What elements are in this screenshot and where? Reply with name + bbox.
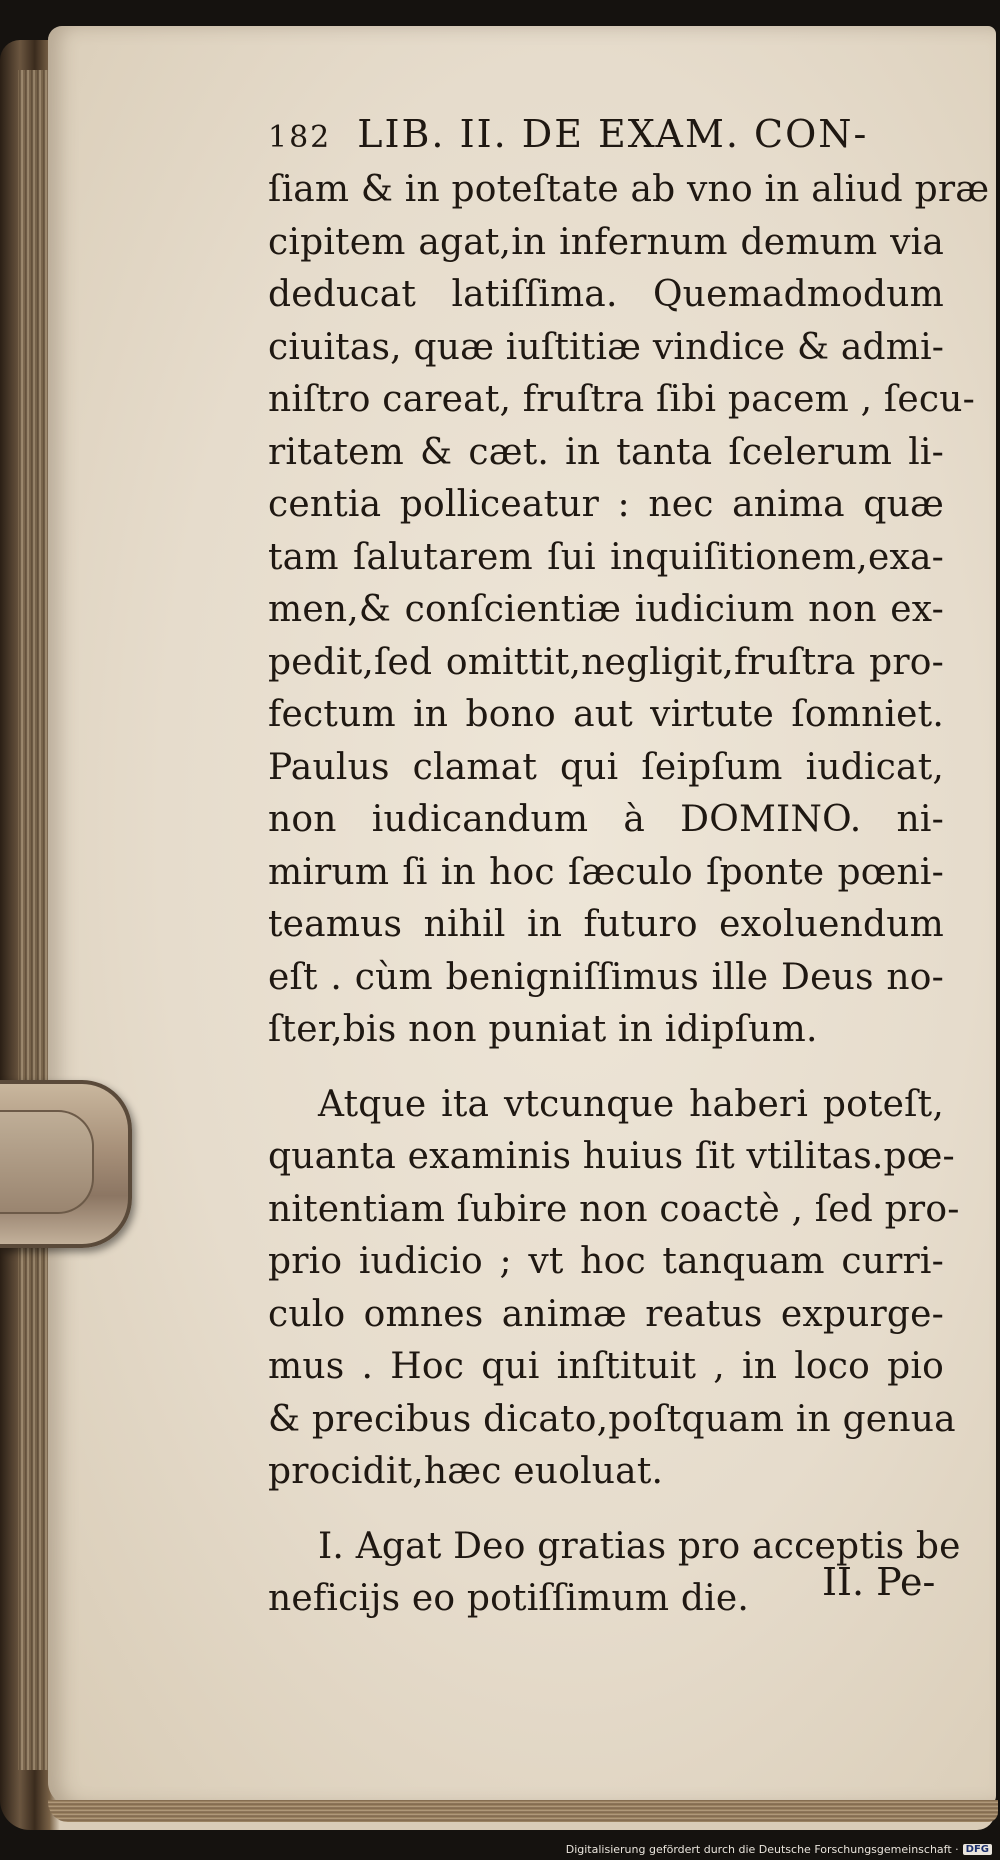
book-clasp	[0, 1080, 132, 1248]
text-line: Paulus clamat qui ſeipſum iudicat,	[268, 746, 944, 788]
clasp-loop	[0, 1110, 94, 1214]
text-line: ſiam & in poteſtate ab vno in aliud præ	[268, 169, 990, 210]
text-line: nitentiam ſubire non coactè , ſed pro-	[268, 1188, 960, 1230]
digitization-credit	[566, 1843, 992, 1856]
text-line: quanta examinis huius ſit vtilitas.pœ-	[268, 1136, 955, 1177]
text-line: ciuitas, quæ iuſtitiæ vindice & admi-	[268, 326, 945, 368]
text-line: mus . Hoc qui inſtituit , in loco pio	[268, 1346, 944, 1387]
text-line: centia polliceatur : nec anima quæ	[268, 484, 944, 525]
text-line: ſter,bis non puniat in idipſum.	[268, 1009, 818, 1050]
text-line: neficijs eo potiſſimum die.	[268, 1578, 749, 1619]
paragraph-gap	[268, 1057, 944, 1079]
page-number: 182	[268, 120, 332, 155]
text-line: pedit,ſed omittit,negligit,fruſtra pro-	[268, 641, 944, 683]
running-title: LIB. II. DE EXAM. CON-	[357, 112, 869, 156]
text-line: niſtro careat, fruſtra ſibi pacem , ſecu-	[268, 379, 976, 420]
text-line: culo omnes animæ reatus expurge-	[268, 1293, 944, 1335]
text-line: non iudicandum à DOMINO. ni-	[268, 799, 944, 840]
text-line: deducat latiſſima. Quemadmodum	[268, 274, 944, 315]
text-line: teamus nihil in futuro exoluendum	[268, 904, 944, 945]
catchword: II. Pe-	[822, 1560, 936, 1604]
text-line: & precibus dicato,poſtquam in genua	[268, 1398, 956, 1440]
text-line: fectum in bono aut virtute ſomniet.	[268, 694, 944, 735]
text-line: I. Agat Deo gratias pro acceptis be	[318, 1525, 961, 1567]
running-header	[268, 108, 944, 164]
dfg-logo: DFG	[963, 1844, 992, 1855]
text-line: tam ſalutarem ſui inquiſitionem,exa-	[268, 536, 944, 578]
credit-text: Digitalisierung gefördert durch die Deutsche Forschungsgemeinschaft ·	[565, 1843, 959, 1856]
page-bottom-edge	[48, 1800, 998, 1822]
text-line: ritatem & cæt. in tanta ſcelerum li-	[268, 431, 944, 473]
paragraph-gap	[268, 1499, 944, 1521]
text-line: mirum ſi in hoc ſæculo ſponte pœni-	[268, 851, 944, 893]
text-line: prio iudicio ; vt hoc tanquam curri-	[268, 1241, 944, 1282]
text-line: procidit,hæc euoluat.	[268, 1451, 664, 1492]
text-line: eſt . cùm benigniſſimus ille Deus no-	[268, 956, 944, 998]
text-line: cipitem agat,in infernum demum via	[268, 221, 944, 263]
page-text	[268, 108, 990, 1626]
text-line: Atque ita vtcunque haberi poteſt,	[318, 1083, 944, 1125]
text-line: men,& conſcientiæ iudicium non ex-	[268, 589, 944, 630]
paragraph-1	[268, 164, 990, 1057]
paragraph-2	[268, 1079, 960, 1499]
